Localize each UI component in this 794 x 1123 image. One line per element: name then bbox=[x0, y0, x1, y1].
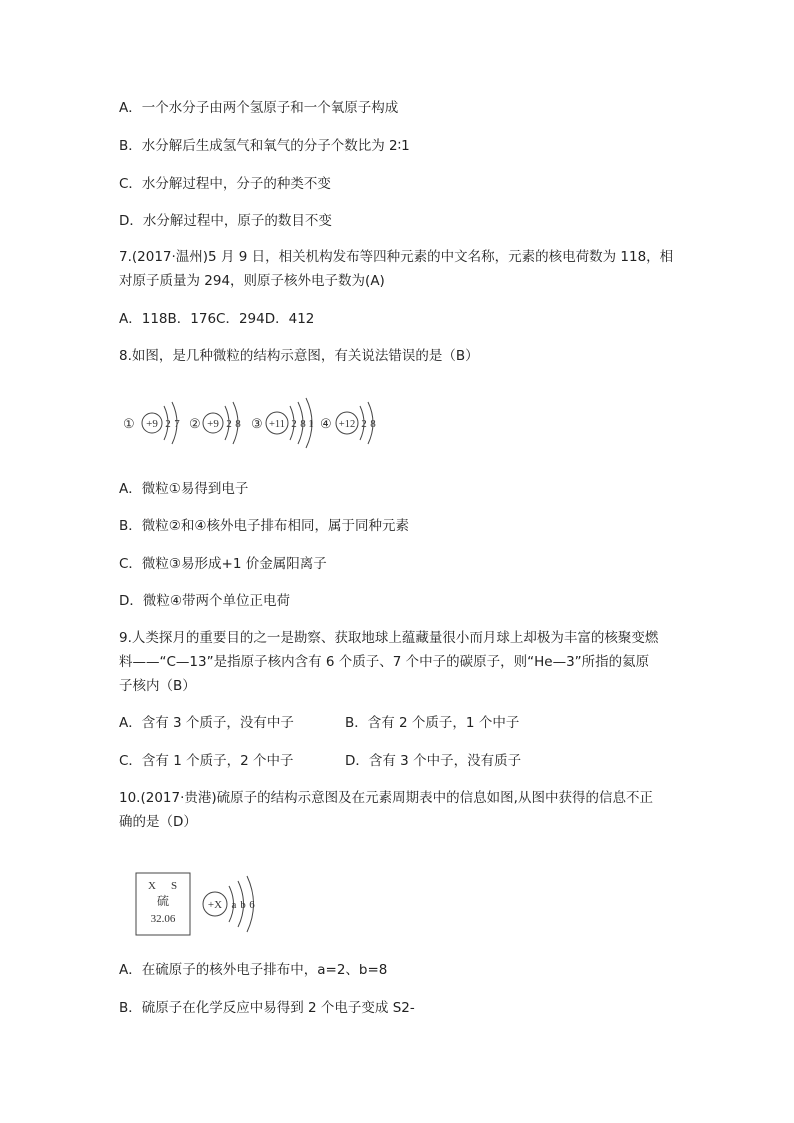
q8-option-a: A．微粒①易得到电子 bbox=[119, 481, 249, 497]
q8-particle-2 bbox=[189, 402, 241, 444]
q8-particle-3-shell-1: 2 bbox=[291, 418, 297, 430]
q8-stem: 8.如图，是几种微粒的结构示意图，有关说法错误的是（B） bbox=[119, 348, 479, 364]
q6-option-a: A．一个水分子由两个氢原子和一个氧原子构成 bbox=[119, 100, 399, 116]
q6-option-d: D．水分解过程中，原子的数目不变 bbox=[119, 213, 332, 229]
q10-shell-outer: 6 bbox=[249, 899, 255, 911]
q8-particle-2-nucleus: +9 bbox=[207, 418, 219, 430]
q7-stem-line2: 对原子质量为 294，则原子核外电子数为(A) bbox=[119, 273, 385, 289]
q8-particle-2-shell-1: 2 bbox=[226, 418, 232, 430]
q8-particle-2-shell-2: 8 bbox=[235, 418, 241, 430]
q9-stem-line1: 9.人类探月的重要目的之一是勘察、获取地球上蕴藏量很小而月球上却极为丰富的核聚变燃 bbox=[119, 630, 659, 646]
q9-option-d: D．含有 3 个中子，没有质子 bbox=[345, 753, 522, 769]
q10-shell-b: b bbox=[240, 899, 246, 911]
q8-particle-1 bbox=[123, 402, 180, 444]
q8-option-d: D．微粒④带两个单位正电荷 bbox=[119, 593, 290, 609]
q10-option-b: B．硫原子在化学反应中易得到 2 个电子变成 S2- bbox=[119, 1000, 415, 1016]
q10-stem-line1: 10.(2017·贵港)硫原子的结构示意图及在元素周期表中的信息如图,从图中获得的信息不正 bbox=[119, 790, 653, 806]
q8-particle-structure-diagram bbox=[120, 392, 390, 454]
q8-particle-4 bbox=[320, 402, 376, 444]
q8-option-b: B．微粒②和④核外电子排布相同，属于同种元素 bbox=[119, 518, 409, 534]
q7-stem-line1: 7.(2017·温州)5 月 9 日，相关机构发布等四种元素的中文名称，元素的核电荷数为 118，相 bbox=[119, 249, 674, 265]
q9-stem-line3: 子核内（B） bbox=[119, 678, 196, 694]
q7-options: A．118B．176C．294D．412 bbox=[119, 311, 315, 327]
q10-periodic-table-cell bbox=[136, 873, 190, 935]
q8-particle-1-nucleus: +9 bbox=[146, 418, 158, 430]
q10-cell-name: 硫 bbox=[156, 894, 170, 908]
q8-option-c: C．微粒③易形成+1 价金属阳离子 bbox=[119, 556, 327, 572]
q10-stem-line2: 确的是（D） bbox=[119, 814, 197, 830]
q8-particle-2-label: ② bbox=[189, 416, 201, 431]
q8-particle-1-shell-2: 7 bbox=[174, 418, 180, 430]
q10-cell-atomic-number: X bbox=[148, 880, 156, 892]
q10-shell-a: a bbox=[231, 899, 237, 911]
q8-particle-1-label: ① bbox=[123, 416, 135, 431]
q9-stem-line2: 料——“C—13”是指原子核内含有 6 个质子、7 个中子的碳原子，则“He—3”所指的氦原 bbox=[119, 654, 650, 670]
q6-option-b: B．水分解后生成氢气和氧气的分子个数比为 2∶1 bbox=[119, 138, 410, 154]
q6-option-c: C．水分解过程中，分子的种类不变 bbox=[119, 176, 331, 192]
q10-sulfur-diagram bbox=[134, 858, 268, 940]
q10-cell-symbol: S bbox=[171, 880, 178, 892]
q10-option-a: A．在硫原子的核外电子排布中，a=2、b=8 bbox=[119, 962, 388, 978]
q9-option-b: B．含有 2 个质子，1 个中子 bbox=[345, 715, 520, 731]
q8-particle-4-nucleus: +12 bbox=[338, 419, 356, 430]
q8-particle-3-label: ③ bbox=[251, 416, 263, 431]
q8-particle-3-shell-2: 8 bbox=[300, 418, 306, 430]
q8-particle-4-shell-1: 2 bbox=[361, 418, 367, 430]
q8-particle-3 bbox=[251, 398, 314, 448]
q8-particle-1-shell-1: 2 bbox=[165, 418, 171, 430]
q9-option-a: A．含有 3 个质子，没有中子 bbox=[119, 715, 294, 731]
q10-nucleus: +X bbox=[207, 899, 223, 911]
q10-sulfur-atom-structure bbox=[203, 876, 255, 932]
q8-particle-3-nucleus: +11 bbox=[268, 419, 286, 430]
q10-cell-mass: 32.06 bbox=[150, 913, 176, 925]
q8-particle-4-label: ④ bbox=[320, 416, 332, 431]
q8-particle-4-shell-2: 8 bbox=[370, 418, 376, 430]
q8-particle-3-shell-3: 1 bbox=[308, 418, 314, 430]
q9-option-c: C．含有 1 个质子，2 个中子 bbox=[119, 753, 294, 769]
